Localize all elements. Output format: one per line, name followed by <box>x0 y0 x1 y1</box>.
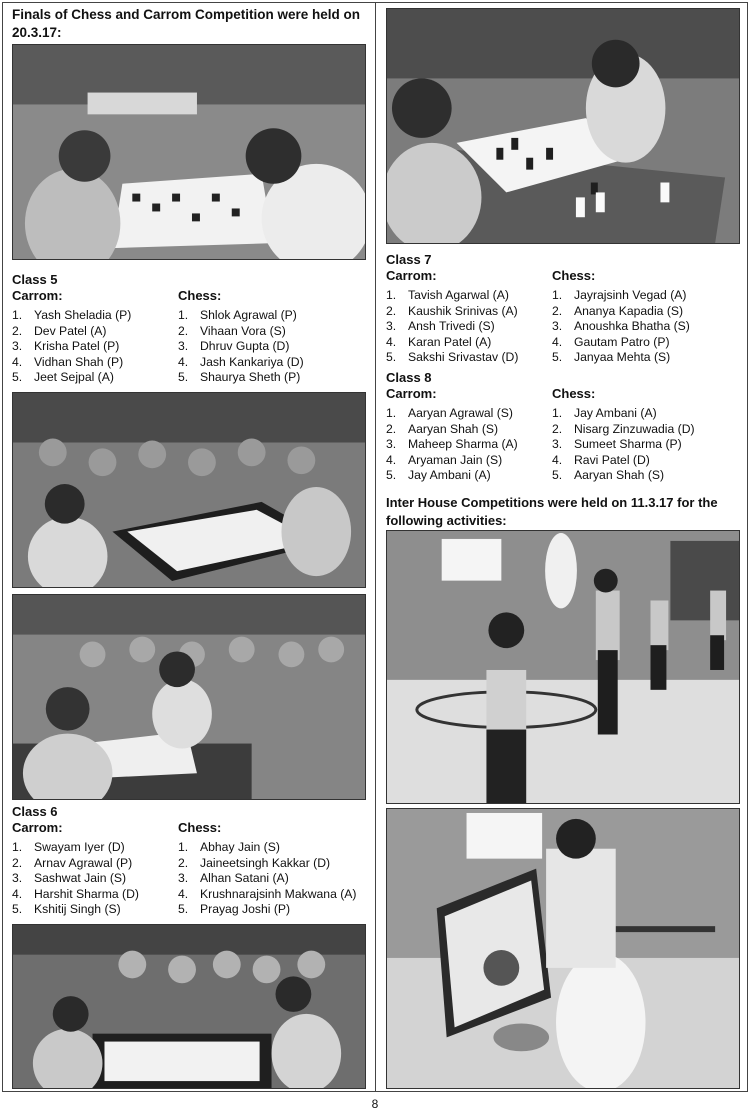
class6-carrom-list <box>12 840 178 918</box>
class7-chess-label: Chess: <box>552 268 596 283</box>
list-item: 3. Anoushka Bhatha (S) <box>552 319 690 334</box>
class7-carrom-list <box>386 288 552 366</box>
photo-hula-hoop <box>386 530 740 804</box>
list-item: 1. Jayrajsinh Vegad (A) <box>552 288 687 302</box>
class6-chess-list <box>178 840 370 918</box>
class6-block <box>12 804 370 918</box>
list-item: 1. Swayam Iyer (D) <box>12 840 125 854</box>
class6-chess-label: Chess: <box>178 820 222 835</box>
list-item: 2. Nisarg Zinzuwadia (D) <box>552 421 695 436</box>
class7-title: Class 7 <box>386 252 432 267</box>
list-item: 2. Jaineetsingh Kakkar (D) <box>178 855 331 870</box>
list-item: 3. Alhan Satani (A) <box>178 871 289 886</box>
class5-chess-list <box>178 308 368 386</box>
list-item: 1. Aaryan Agrawal (S) <box>386 406 513 420</box>
class8-title: Class 8 <box>386 370 432 385</box>
list-item: 4. Karan Patel (A) <box>386 334 492 349</box>
list-item: 1. Tavish Agarwal (A) <box>386 288 509 302</box>
photo-chess-game-audience <box>12 594 366 800</box>
class8-chess-label: Chess: <box>552 386 596 401</box>
list-item: 2. Aaryan Shah (S) <box>386 421 499 436</box>
list-item: 5. Prayag Joshi (P) <box>178 902 291 917</box>
list-item: 5. Janyaa Mehta (S) <box>552 350 671 365</box>
list-item: 4. Vidhan Shah (P) <box>12 354 124 369</box>
list-item: 4. Krushnarajsinh Makwana (A) <box>178 886 357 901</box>
class6-title: Class 6 <box>12 804 58 819</box>
class5-chess-label: Chess: <box>178 288 222 303</box>
class5-carrom-list <box>12 308 178 386</box>
class8-carrom-label: Carrom: <box>386 386 437 401</box>
photo-flag-presentation <box>386 808 740 1089</box>
photo-chess-match <box>12 44 366 260</box>
list-item: 4. Jash Kankariya (D) <box>178 354 304 369</box>
list-item: 2. Dev Patel (A) <box>12 323 107 338</box>
list-item: 1. Yash Sheladia (P) <box>12 308 132 322</box>
list-item: 3. Maheep Sharma (A) <box>386 437 518 452</box>
photo-carrom-audience <box>12 924 366 1089</box>
list-item: 2. Vihaan Vora (S) <box>178 323 286 338</box>
chess-carrom-finals-heading: Finals of Chess and Carrom Competition were held on 20.3.17: <box>12 7 361 40</box>
list-item: 3. Ansh Trivedi (S) <box>386 319 495 334</box>
class5-block <box>12 272 370 386</box>
list-item: 5. Sakshi Srivastav (D) <box>386 350 519 365</box>
photo-carrom-game <box>12 392 366 588</box>
list-item: 2. Arnav Agrawal (P) <box>12 855 133 870</box>
list-item: 5. Kshitij Singh (S) <box>12 902 121 917</box>
class6-carrom-label: Carrom: <box>12 820 63 835</box>
class8-chess-list <box>552 406 742 484</box>
class8-carrom-list <box>386 406 552 484</box>
list-item: 2. Ananya Kapadia (S) <box>552 303 684 318</box>
class5-title: Class 5 <box>12 272 58 287</box>
list-item: 3. Krisha Patel (P) <box>12 339 120 354</box>
page-number: 8 <box>371 1097 379 1111</box>
class7-chess-list <box>552 288 742 366</box>
list-item: 1. Jay Ambani (A) <box>552 406 657 420</box>
list-item: 4. Harshit Sharma (D) <box>12 886 139 901</box>
inter-house-heading: Inter House Competitions were held on 11.3.17 for the following activities: <box>386 495 718 528</box>
list-item: 5. Jay Ambani (A) <box>386 468 491 483</box>
list-item: 5. Shaurya Sheth (P) <box>178 370 301 385</box>
class8-block <box>386 370 744 484</box>
list-item: 1. Abhay Jain (S) <box>178 840 280 854</box>
list-item: 3. Sashwat Jain (S) <box>12 871 127 886</box>
photo-chess-class7 <box>386 8 740 244</box>
list-item: 2. Kaushik Srinivas (A) <box>386 303 518 318</box>
column-divider <box>375 2 376 1092</box>
class5-carrom-label: Carrom: <box>12 288 63 303</box>
list-item: 4. Ravi Patel (D) <box>552 452 650 467</box>
list-item: 5. Aaryan Shah (S) <box>552 468 665 483</box>
list-item: 3. Sumeet Sharma (P) <box>552 437 682 452</box>
list-item: 4. Aryaman Jain (S) <box>386 452 503 467</box>
list-item: 1. Shlok Agrawal (P) <box>178 308 297 322</box>
list-item: 3. Dhruv Gupta (D) <box>178 339 290 354</box>
list-item: 5. Jeet Sejpal (A) <box>12 370 114 385</box>
class7-block <box>386 252 744 366</box>
list-item: 4. Gautam Patro (P) <box>552 334 670 349</box>
class7-carrom-label: Carrom: <box>386 268 437 283</box>
